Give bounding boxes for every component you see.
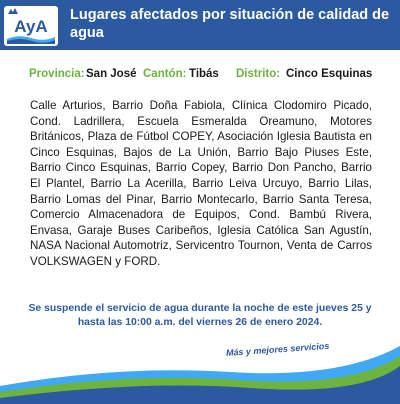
provincia-value: San José [86, 68, 137, 80]
page-title: Lugares afectados por situación de calidad de agua [70, 7, 390, 41]
logo-text: AyA [14, 17, 48, 36]
affected-places-list: Calle Arturios, Barrio Doña Fabiola, Clínica Clodomiro Picado, Cond. Ladrillera, Escuela Esmeralda Oreamuno, Motores Británicos, Plaza de Fútbol COPEY, Asociación Iglesia Bautista en Cinco Esquinas, Bajos de La Unión, Barrio Bajo Piuses Este, Barrio Cinco Esquinas, Barrio Copey, Barrio Don Pancho, Barrio El Plantel, Barrio La Acerilla, Barrio Leiva Urcuyo, Barrio Lilas, Barrio Lomas del Pinar, Barrio Montecarlo, Barrio Santa Teresa, Comercio Almacenadora de Equipos, Cond. Bambú Rivera, Envasa, Garaje Buses Caribeños, Iglesia Católica San Agustín, NASA Nacional Automotriz, Servicentro Tournon, Venta de Carros VOLKSWAGEN y FORD. [30, 99, 372, 268]
distrito-label: Distrito: [236, 68, 281, 80]
distrito-value: Cinco Esquinas [286, 68, 373, 80]
service-notice: Se suspende el servicio de agua durante la noche de este jueves 25 y hasta las 10:00 a.m. del viernes 26 de enero 2024. [28, 303, 372, 328]
canton-value: Tibás [189, 68, 219, 80]
canton-label: Cantón: [143, 68, 187, 80]
footer-slogan: Más y mejores servicios [225, 340, 330, 358]
provincia-label: Provincia: [29, 68, 85, 80]
